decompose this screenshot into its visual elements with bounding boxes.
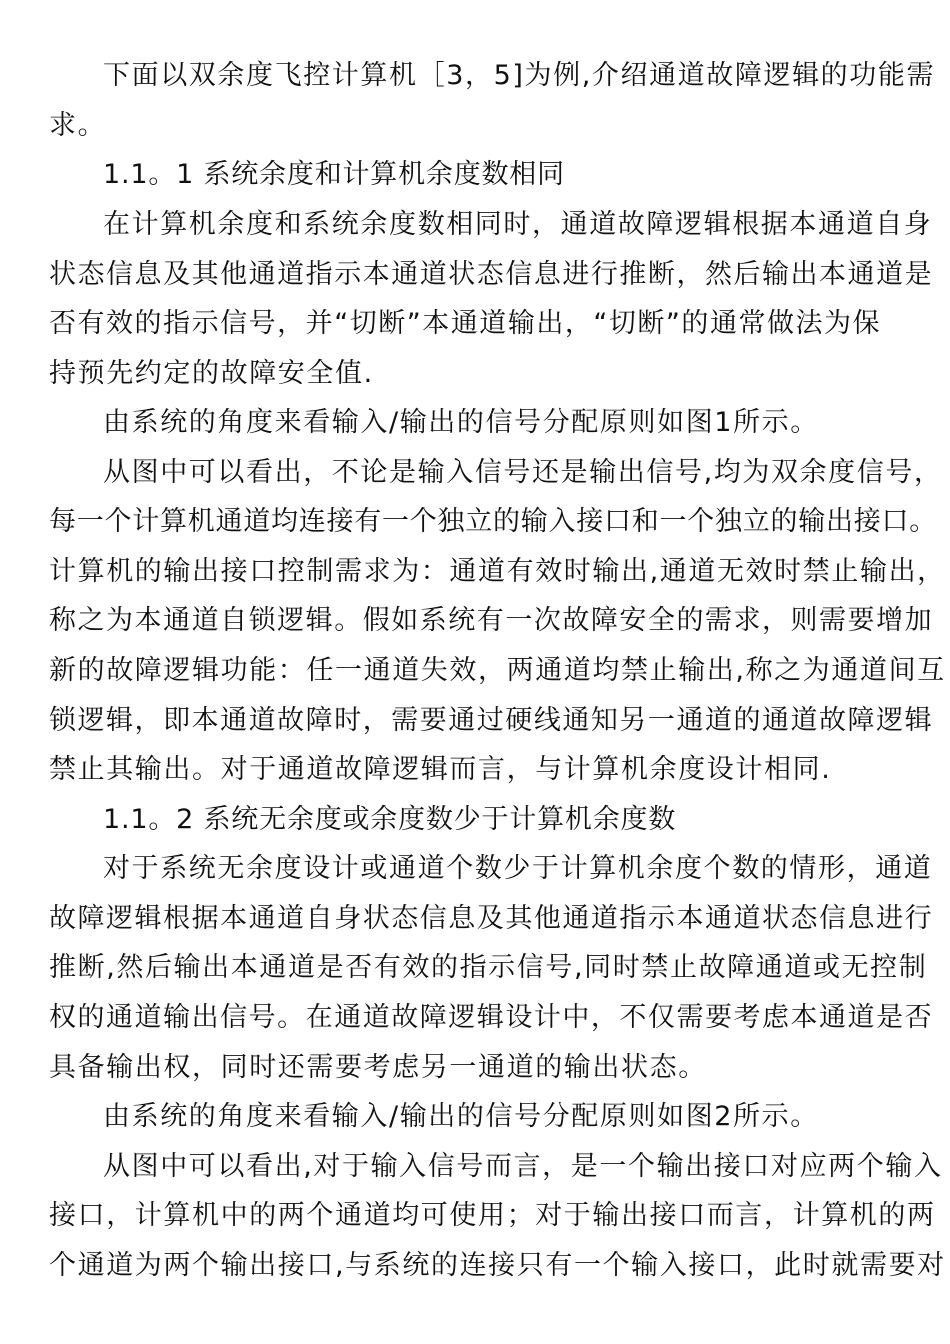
- text-line: 状态信息及其他通道指示本通道状态信息进行推断，然后输出本通道是: [49, 259, 934, 290]
- text-line: 具备输出权，同时还需要考虑另一通道的输出状态。: [49, 1052, 707, 1083]
- text-line: 在计算机余度和系统余度数相同时，通道故障逻辑根据本通道自身: [103, 209, 933, 240]
- text-line: 每一个计算机通道均连接有一个独立的输入接口和一个独立的输出接口。: [49, 506, 937, 537]
- text-line: 由系统的角度来看输入/输出的信号分配原则如图2所示。: [103, 1101, 819, 1132]
- text-line: 求。: [49, 110, 107, 141]
- text-line: 新的故障逻辑功能：任一通道失效，两通道均禁止输出,称之为通道间互: [49, 655, 946, 686]
- text-line: 计算机的输出接口控制需求为：通道有效时输出,通道无效时禁止输出，: [49, 556, 946, 587]
- text-line: 对于系统无余度设计或通道个数少于计算机余度个数的情形，通道: [103, 853, 933, 884]
- text-line: 个通道为两个输出接口,与系统的连接只有一个输入接口，此时就需要对: [49, 1250, 946, 1281]
- text-line: 否有效的指示信号，并“切断”本通道输出，“切断”的通常做法为保: [49, 308, 882, 339]
- text-line: 称之为本通道自锁逻辑。假如系统有一次故障安全的需求，则需要增加: [49, 605, 934, 636]
- text-line: 接口，计算机中的两个通道均可使用；对于输出接口而言，计算机的两: [49, 1200, 936, 1231]
- text-line: 从图中可以看出，不论是输入信号还是输出信号,均为双余度信号，: [103, 457, 943, 488]
- text-line: 禁止其输出。对于通道故障逻辑而言，与计算机余度设计相同.: [49, 754, 832, 785]
- text-line: 下面以双余度飞控计算机［3，5]为例,介绍通道故障逻辑的功能需: [103, 60, 936, 91]
- section-heading: 1.1。1 系统余度和计算机余度数相同: [103, 159, 565, 190]
- text-line: 权的通道输出信号。在通道故障逻辑设计中，不仅需要考虑本通道是否: [49, 1002, 934, 1033]
- text-line: 故障逻辑根据本通道自身状态信息及其他通道指示本通道状态信息进行: [49, 903, 934, 934]
- text-line: 由系统的角度来看输入/输出的信号分配原则如图1所示。: [103, 407, 819, 438]
- section-heading: 1.1。2 系统无余度或余度数少于计算机余度数: [103, 804, 677, 835]
- text-line: 持预先约定的故障安全值.: [49, 358, 374, 389]
- text-line: 推断,然后输出本通道是否有效的指示信号,同时禁止故障通道或无控制: [49, 952, 928, 983]
- text-line: 锁逻辑，即本通道故障时，需要通过硬线通知另一通道的通道故障逻辑: [49, 705, 934, 736]
- text-line: 从图中可以看出,对于输入信号而言，是一个输出接口对应两个输入: [103, 1151, 943, 1182]
